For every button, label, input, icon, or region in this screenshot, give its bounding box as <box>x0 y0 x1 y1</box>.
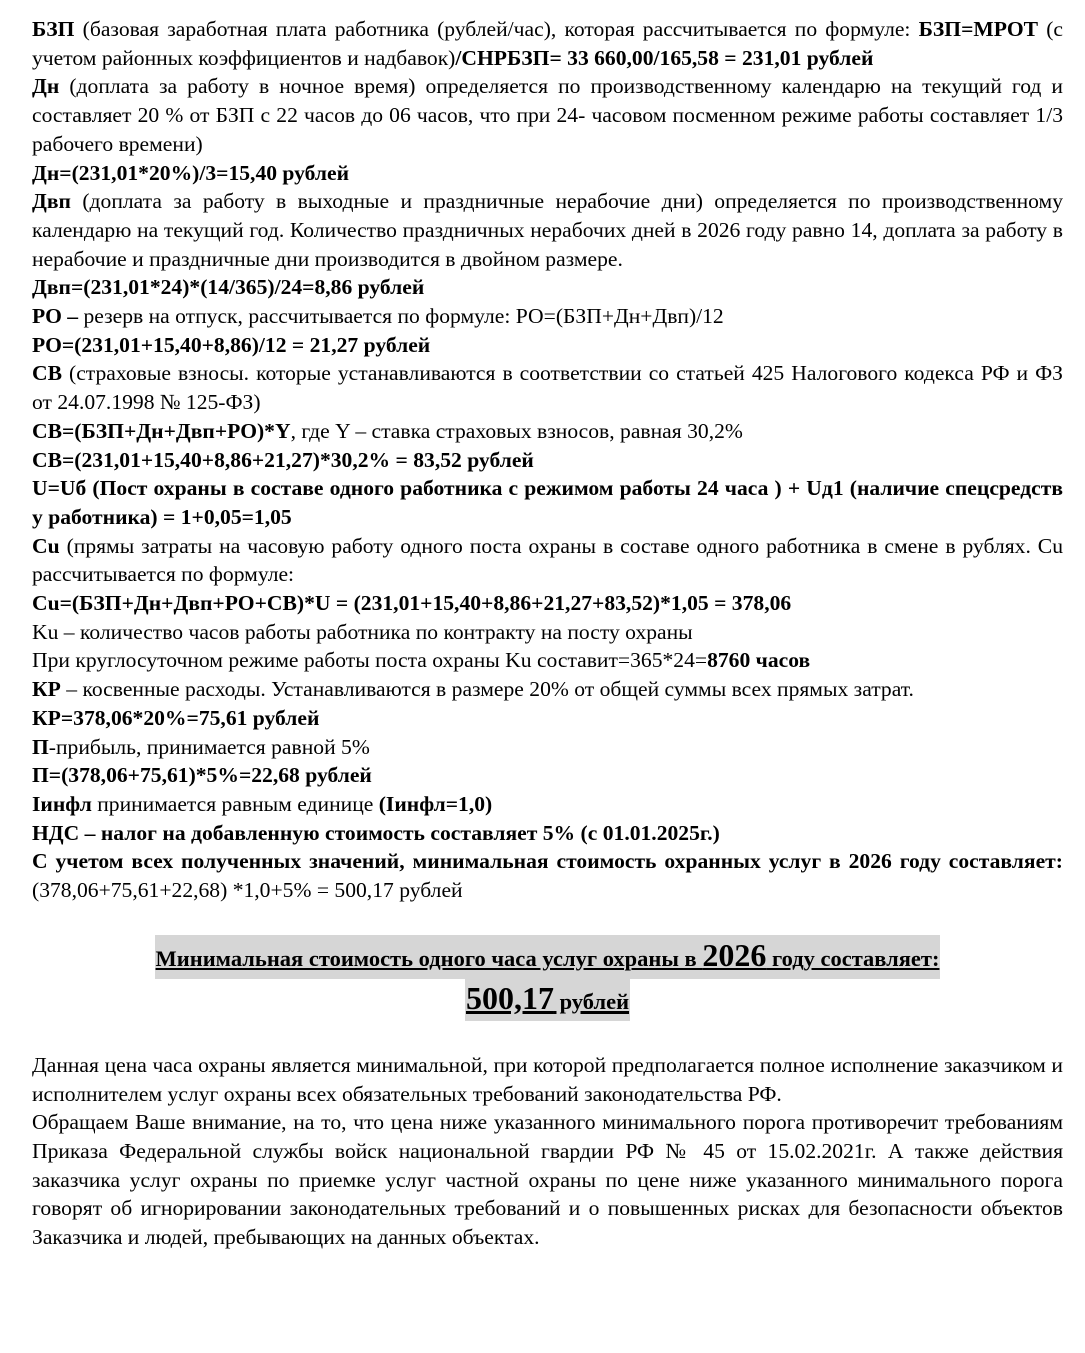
sv-definition-note: , где Y – ставка страховых взносов, равная 30,2% <box>290 418 743 443</box>
infl-description: принимается равным единице <box>91 791 379 816</box>
sv-definition-formula: СВ=(БЗП+Дн+Двп+РО)*Y <box>32 418 291 443</box>
minimum-price-highlight <box>32 935 1063 1021</box>
dvp-description: (доплата за работу в выходные и праздничные нерабочие дни) определяется по производственному календарю на текущий год. Количество праздничных нерабочих дней в 2026 году равно 14, доплата за работу в нерабочие и праздничные дни производится в двойном размере. <box>32 189 1063 271</box>
closing-paragraph-1: Данная цена часа охраны является минимальной, при которой предполагается полное исполнение заказчиком и исполнителем услуг охраны всех обязательных требований законодательства РФ. <box>32 1052 1063 1106</box>
dn-formula: Дн=(231,01*20%)/3=15,40 рублей <box>32 160 350 185</box>
sv-paragraph <box>32 359 1063 416</box>
bzp-formula-result: /СНРБЗП= 33 660,00/165,58 = 231,01 рублей <box>455 45 874 70</box>
highlight-heading-start: Минимальная стоимость одного часа услуг охраны в <box>155 945 703 971</box>
dvp-formula: Двп=(231,01*24)*(14/365)/24=8,86 рублей <box>32 275 425 300</box>
p-description: -прибыль, принимается равной 5% <box>48 734 370 759</box>
highlight-line-1 <box>32 935 1063 979</box>
highlight-line-2 <box>32 979 1063 1021</box>
nds-line: НДС – налог на добавленную стоимость составляет 5% (с 01.01.2025г.) <box>32 820 720 845</box>
p-label: П <box>32 734 49 759</box>
ro-label: РО – <box>32 304 79 329</box>
ku-calc-text: При круглосуточном режиме работы поста охраны Ku составит=365*24= <box>32 648 708 673</box>
sv-description: (страховые взносы. которые устанавливаются в соответствии со статьей 425 Налогового кодекса РФ и ФЗ от 24.07.1998 № 125-ФЗ) <box>32 361 1063 415</box>
sv-definition <box>32 417 1063 446</box>
total-label: С учетом всех полученных значений, минимальная стоимость охранных услуг в 2026 году составляет: <box>32 849 1063 874</box>
ku-description: Ku – количество часов работы работника по контракту на посту охраны <box>32 619 693 644</box>
ro-paragraph <box>32 302 1063 331</box>
p-paragraph <box>32 733 1063 762</box>
highlight-currency: рублей <box>553 988 630 1014</box>
total-calculation: (378,06+75,61+22,68) *1,0+5% = 500,17 рублей <box>32 878 463 903</box>
bzp-label: БЗП <box>32 17 75 41</box>
cu-label: Cu <box>32 533 60 558</box>
ku-value: 8760 часов <box>707 648 811 673</box>
highlight-year: 2026 <box>702 936 767 973</box>
kr-formula: КР=378,06*20%=75,61 рублей <box>32 705 320 730</box>
highlight-heading-end: году составляет: <box>766 945 940 971</box>
p-formula: П=(378,06+75,61)*5%=22,68 рублей <box>32 763 372 788</box>
ro-description: резерв на отпуск, рассчитывается по формуле: РО=(БЗП+Дн+Двп)/12 <box>78 304 724 329</box>
kr-paragraph <box>32 675 1063 704</box>
total-paragraph <box>32 847 1063 904</box>
dn-description: (доплата за работу в ночное время) определяется по производственному календарю на текущий год и составляет 20 % от БЗП с 22 часов до 06 часов, что при 24- часовом посменном режиме работы составляет 1/3 рабочего времени) <box>32 74 1063 156</box>
bzp-paragraph <box>32 15 1063 72</box>
closing-paragraph-2: Обращаем Ваше внимание, на то, что цена ниже указанного минимального порога противоречит требованиям Приказа Федеральной службы войск национальной гвардии РФ № 45 от 15.02.2021г. А также действия заказчика услуг охраны по приемке услуг частной охраны по цене ниже указанного минимального порога говорят об игнорировании законодательных требований и о повышенных рисках для безопасности объектов Заказчика и людей, пребывающих на данных объектах. <box>32 1110 1063 1250</box>
kr-description: – косвенные расходы. Устанавливаются в размере 20% от общей суммы всех прямых затрат. <box>60 677 914 702</box>
highlight-amount: 500,17 <box>465 979 554 1016</box>
infl-value: (Iинфл=1,0) <box>378 791 493 816</box>
dn-label: Дн <box>32 74 60 99</box>
cu-formula: Cu=(БЗП+Дн+Двп+РО+СВ)*U = (231,01+15,40+8,86+21,27+83,52)*1,05 = 378,06 <box>32 591 792 616</box>
u-formula: U=Uб (Пост охраны в составе одного работника с режимом работы 24 часа ) + Uд1 (наличие спецсредств у работника) = 1+0,05=1,05 <box>32 476 1063 529</box>
kr-label: КР <box>32 677 61 702</box>
dvp-label: Двп <box>32 189 71 214</box>
highlight-amount-box <box>465 979 630 1021</box>
infl-paragraph <box>32 790 1063 819</box>
closing-section <box>32 1051 1063 1252</box>
dvp-paragraph <box>32 187 1063 273</box>
cu-paragraph <box>32 532 1063 589</box>
ro-formula: РО=(231,01+15,40+8,86)/12 = 21,27 рублей <box>32 332 431 357</box>
infl-label: Iинфл <box>32 791 92 816</box>
cu-description: (прямы затраты на часовую работу одного поста охраны в составе одного работника в смене в рублях. Cu рассчитывается по формуле: <box>32 533 1063 587</box>
highlight-heading <box>155 935 941 979</box>
bzp-formula-start: БЗП=МРОТ <box>918 17 1039 41</box>
ku-calculation <box>32 646 1063 675</box>
dn-paragraph <box>32 72 1063 158</box>
bzp-description: (базовая заработная плата работника (рублей/час), которая рассчитывается по формуле: <box>74 17 919 41</box>
bzp-formula-note: (с учетом районных коэффициентов и надбавок) <box>32 17 1063 70</box>
sv-formula: СВ=(231,01+15,40+8,86+21,27)*30,2% = 83,52 рублей <box>32 447 534 472</box>
sv-label: СВ <box>32 361 62 386</box>
